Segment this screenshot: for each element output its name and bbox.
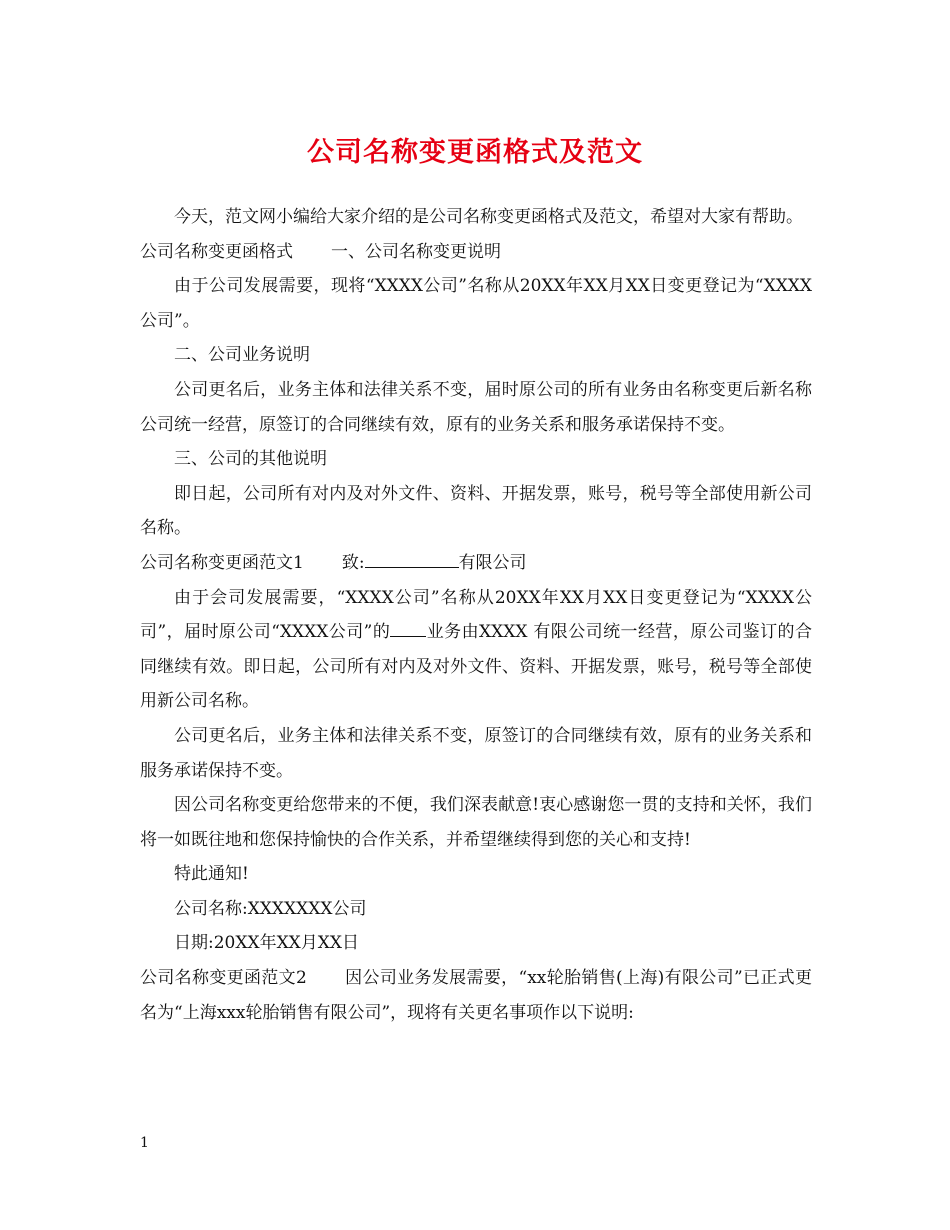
section-3-text: 即日起，公司所有对内及对外文件、资料、开据发票，账号，税号等全部使用新公司名称。	[140, 483, 812, 539]
example-1-to-prefix: 致:	[341, 552, 365, 573]
section-2-text: 公司更名后，业务主体和法律关系不变，届时原公司的所有业务由名称变更后新名称公司统一经营，原签订的合同继续有效，原有的业务关系和服务承诺保持不变。	[140, 379, 812, 435]
example-1-company: 公司名称:XXXXXXX公司	[174, 898, 367, 919]
section-1-text: 由于公司发展需要，现将“XXXX公司”名称从20XX年XX月XX日变更登记为“XXXX公司”。	[140, 276, 812, 331]
example-1-paragraph-3: 因公司名称变更给您带来的不便，我们深表献意!衷心感谢您一贯的支持和关怀，我们将一如既往地和您保持愉快的合作关系，并希望继续得到您的关心和支持!	[140, 795, 812, 850]
example-1-date: 日期:20XX年XX月XX日	[174, 933, 359, 954]
document-body	[140, 200, 812, 1030]
page-number: 1	[140, 1135, 149, 1151]
example-1-paragraph-1-part-a: 由于会司发展需要，“XXXX公司”名称从20XX年XX月XX日变更登记为“XXXX公司”，届时原公司“XXXX公司”的	[140, 587, 812, 643]
section-1-heading: 一、公司名称变更说明	[331, 241, 501, 262]
example-1-heading-line	[140, 546, 812, 581]
example-1-paragraph-1	[140, 581, 812, 719]
example-2-heading: 公司名称变更函范文2	[140, 968, 307, 989]
example-1-paragraph-1-part-b: 业务由XXXX 有限公司统一经营，原公司鉴订的合同继续有效。即日起，公司所有对内及对外文件、资料、开据发票，账号，税号等全部使用新公司名称。	[140, 622, 812, 712]
example-1-heading: 公司名称变更函范文1	[140, 552, 304, 573]
format-heading: 公司名称变更函格式	[140, 241, 293, 262]
example-1-to-suffix: 有限公司	[458, 552, 527, 573]
format-heading-line	[140, 235, 812, 270]
recipient-blank	[365, 551, 459, 568]
business-blank	[390, 620, 426, 637]
example-1-paragraph-2: 公司更名后，业务主体和法律关系不变，原签订的合同继续有效，原有的业务关系和服务承诺保持不变。	[140, 725, 812, 781]
intro-paragraph: 今天，范文网小编给大家介绍的是公司名称变更函格式及范文，希望对大家有帮助。	[174, 207, 803, 227]
example-1-notice: 特此通知!	[174, 864, 249, 885]
section-2-heading: 二、公司业务说明	[174, 345, 310, 366]
section-3-heading: 三、公司的其他说明	[174, 449, 327, 470]
document-title: 公司名称变更函格式及范文	[307, 137, 643, 168]
example-2-paragraph	[140, 961, 812, 1030]
example-2-text: 因公司业务发展需要，“xx轮胎销售(上海)有限公司”已正式更名为“上海xxx轮胎销售有限公司”，现将有关更名事项作以下说明:	[140, 968, 812, 1023]
